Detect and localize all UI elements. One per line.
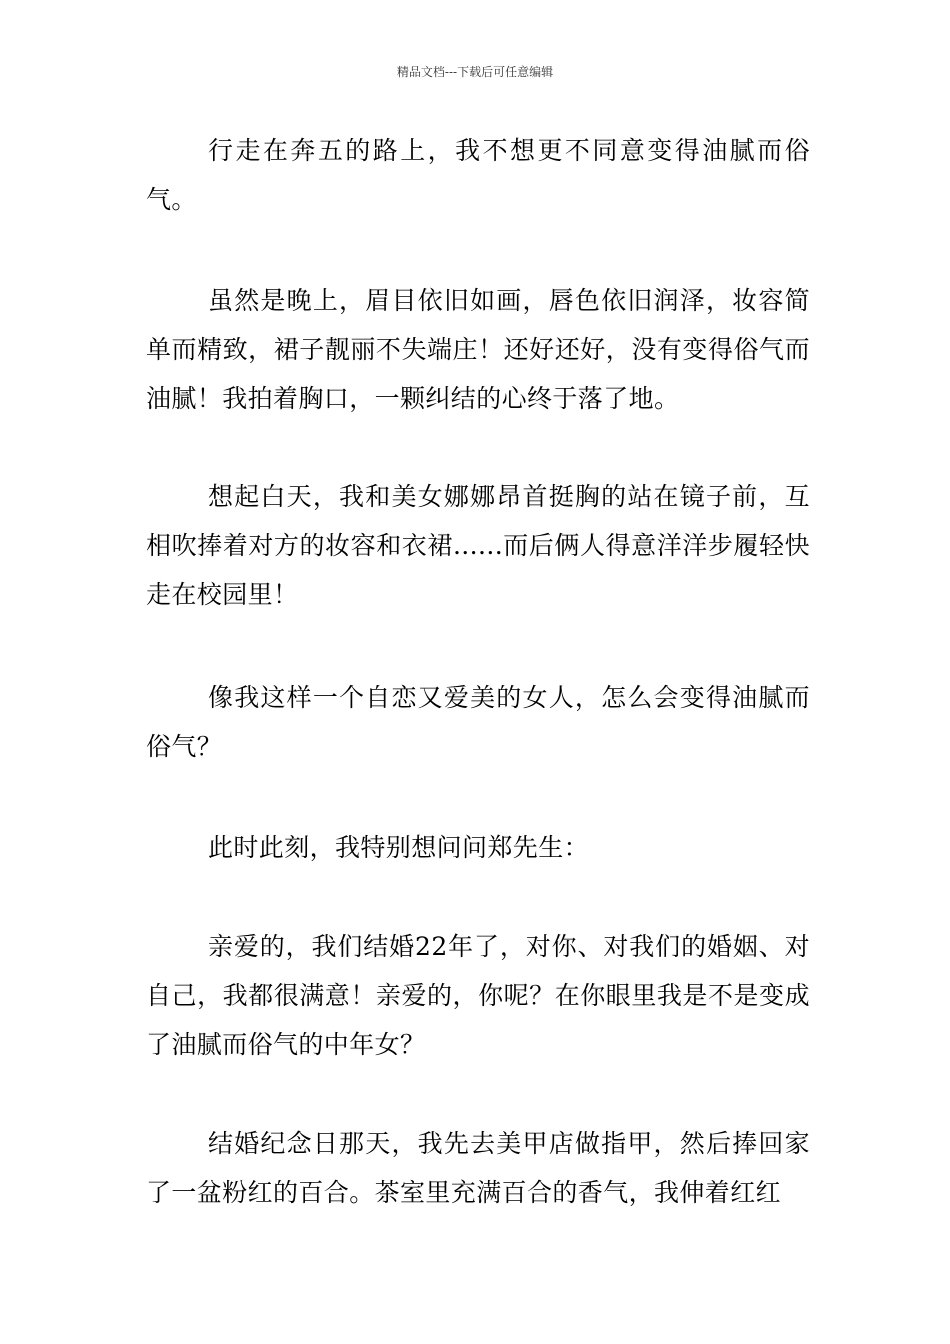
- paragraph-7: 结婚纪念日那天，我先去美甲店做指甲，然后捧回家了一盆粉红的百合。茶室里充满百合的香气，我伸着红红: [146, 1129, 810, 1207]
- paragraph-2: 虽然是晚上，眉目依旧如画，唇色依旧润泽，妆容简单而精致，裙子靓丽不失端庄！还好还好，没有变得俗气而油腻！我拍着胸口，一颗纠结的心终于落了地。: [146, 286, 810, 413]
- paragraph-5: 此时此刻，我特别想问问郑先生：: [208, 833, 590, 862]
- page-header: 精品文档---下载后可任意编辑: [396, 65, 554, 79]
- paragraph-3: 想起白天，我和美女娜娜昂首挺胸的站在镜子前，互相吹捧着对方的妆容和衣裙......而后俩人得意洋洋步履轻快走在校园里！: [146, 482, 810, 609]
- paragraph-1: 行走在奔五的路上，我不想更不同意变得油腻而俗气。: [146, 136, 810, 214]
- paragraph-4: 像我这样一个自恋又爱美的女人，怎么会变得油腻而俗气？: [146, 683, 810, 761]
- paragraph-6: 亲爱的，我们结婚22年了，对你、对我们的婚姻、对自己，我都很满意！亲爱的，你呢？在你眼里我是不是变成了油腻而俗气的中年女？: [146, 932, 810, 1059]
